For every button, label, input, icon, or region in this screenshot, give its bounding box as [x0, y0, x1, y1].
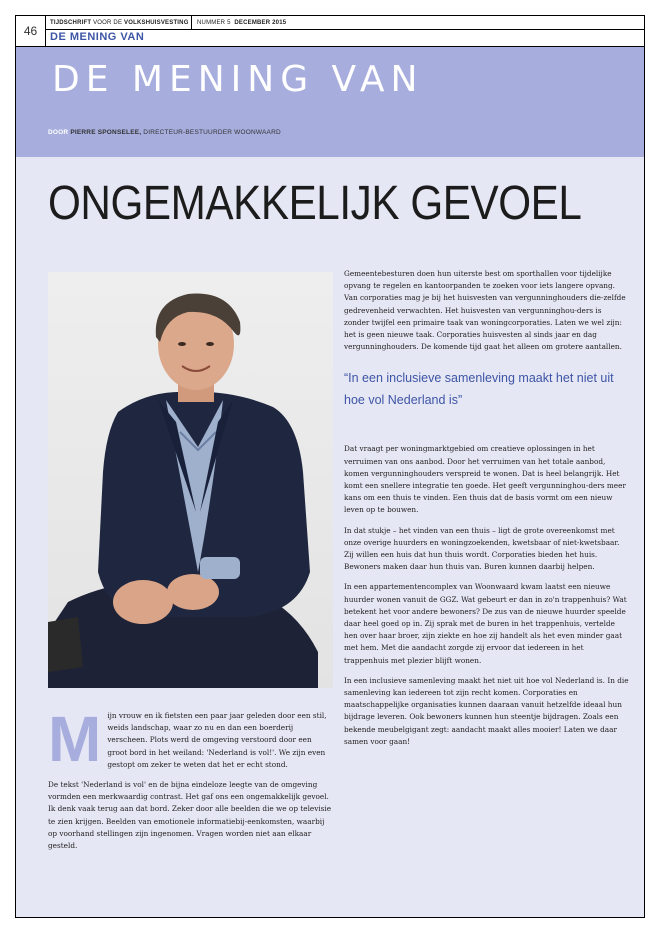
page-frame	[15, 15, 645, 918]
paragraph: De tekst 'Nederland is vol' en de bijna eindeloze leegte van de omgeving vormden een merkwaardig contrast. Het gaf ons een ongemakkelijk gevoel. Ik denk vaak terug aan dat bord. Zeker door alle beelden die we op televisie te zien krijgen. Beelden van emotionele informatiebij-eenkomsten, waarbij op voorhand stellingen zijn ingenomen. Vragen worden niet aan elkaar gesteld.	[48, 780, 332, 851]
paragraph: Mijn vrouw en ik fietsten een paar jaar geleden door een stil, weids landschap, waar zo nu en dan een boerderij verscheen. Plots werd de omgeving verstoord door een groot bord in het weiland: 'Nederland is vol!'. We zijn even gestopt om zeker te weten dat het er echt stond.	[48, 703, 327, 775]
page-number: 46	[16, 16, 46, 46]
magazine-title: TIJDSCHRIFT VOOR DE VOLKSHUISVESTING	[46, 16, 192, 29]
pull-quote: “In een inclusieve samenleving maakt het niet uit hoe vol Nederland is”	[344, 371, 614, 408]
magazine-info	[46, 16, 644, 30]
paragraph: Gemeentebesturen doen hun uiterste best om sporthallen voor tijdelijke opvang te regelen en kantoorpanden te zoeken voor iets langere opvang. Van corporaties mag je bij het huisvesten van vergunninghouders die-zelfde gedrevenheid verwachten. Het huisvesten van vergunninghou-ders is zonder twijfel een primaire taak van woningcorporaties. Laten we wel zijn: het is geen nieuwe taak. Corporaties huisvesten al sinds jaar en dag vergunninghouders. De komende tijd gaat het alleen om grotere aantallen.	[344, 269, 626, 352]
section-label: DE MENING VAN	[50, 31, 145, 43]
article-headline: ONGEMAKKELIJK GEVOEL	[48, 177, 582, 230]
paragraph: Dat vraagt per woningmarktgebied om creatieve oplossingen in het verruimen van ons aanbod. Door het verruimen van het totale aanbod, komen vergunninghouders verspreid te wonen. Dat is heel belangrijk. Het komt een snellere integratie ten goede. Het geeft vergunninghou-ders meer kans om een thuis te vinden. Een thuis dat de basis vormt om een nieuw leven op te bouwen.	[344, 444, 626, 515]
portrait-illustration	[48, 272, 333, 688]
paragraph: In een inclusieve samenleving maakt het niet uit hoe vol Nederland is. In die samenleving kan iedereen tot zijn recht komen. Corporaties en maatschappelijke organisaties kunnen daaraan vanuit hetzelfde ideaal hun bijdrage leveren. Ook bewoners kunnen hun steentje bijdragen. Zoals een bekende meubelgigant zegt: aandacht maakt alles mooier! Laten we daar samen voor gaan!	[344, 675, 629, 746]
right-column	[344, 268, 629, 756]
issue-info: NUMMER 5 DECEMBER 2015	[197, 19, 287, 26]
byline: DOOR PIERRE SPONSELEE, DIRECTEUR-BESTUURDER WOONWAARD	[48, 129, 281, 136]
title-banner	[16, 47, 644, 157]
author-photo	[48, 272, 333, 688]
left-column	[48, 703, 333, 860]
running-header	[16, 16, 644, 47]
paragraph: In een appartementencomplex van Woonwaard kwam laatst een nieuwe huurder wonen vanuit de GGZ. Wat gebeurt er dan in zo'n trappenhuis? Wat betekent het voor andere bewoners? De zus van de nieuwe huurder speelde daar heel goed op in. Zij sprak met de buren in het trappenhuis, vertelde hen over haar broer, zijn ziekte en hoe zij handelt als het even minder gaat met hem. Met die aandacht zorgde zij ervoor dat iedereen in het trappenhuis met plezier blijft wonen.	[344, 582, 627, 665]
drop-cap: M	[48, 703, 102, 775]
paragraph: In dat stukje – het vinden van een thuis – ligt de grote overeenkomst met onze overige huurders en woningzoekenden, kwetsbaar of niet-kwetsbaar. Zij willen een huis dat hun thuis wordt. Corporaties bieden het huis. Bewoners maken daar hun thuis van. Buren kunnen daarbij helpen.	[344, 525, 620, 572]
banner-title: DE MENING VAN	[52, 59, 424, 100]
